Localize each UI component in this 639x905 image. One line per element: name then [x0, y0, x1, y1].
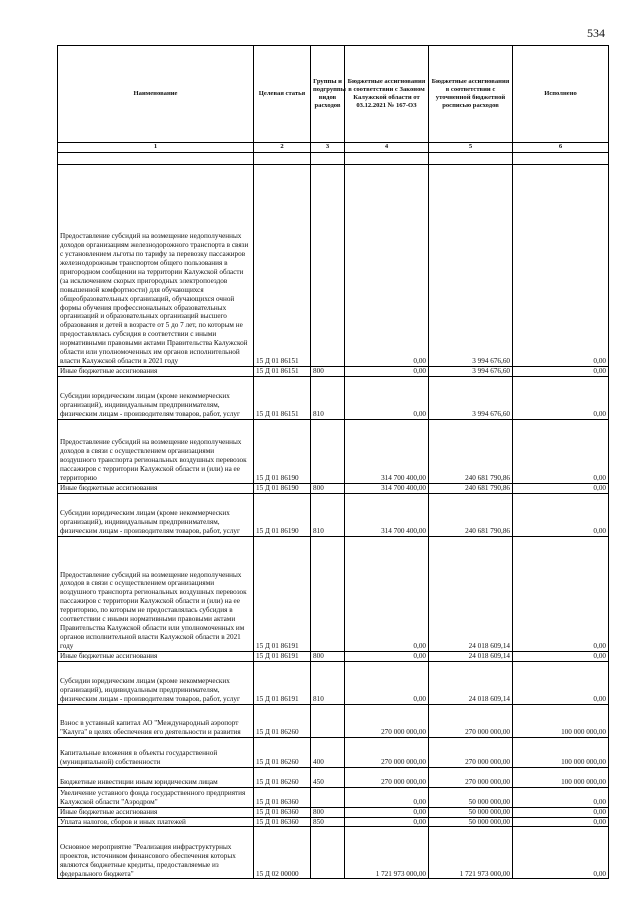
row-done-amount: 100 000 000,00	[513, 737, 609, 767]
row-name: Капитальные вложения в объекты государственной (муниципальной) собственности	[58, 737, 254, 767]
row-group: 810	[311, 376, 345, 419]
header-target: Целевая статья	[254, 46, 311, 143]
row-name: Взнос в уставный капитал АО "Международный аэропорт "Калуга" в целях обеспечения его деятельности и развития	[58, 704, 254, 737]
col-index: 5	[429, 143, 513, 153]
header-group: Группы и подгруппы видов расходов	[311, 46, 345, 143]
row-law-amount: 0,00	[345, 366, 429, 376]
row-name: Предоставление субсидий на возмещение недополученных доходов в связи с осуществлением организациями воздушного транспорта региональных воздушных перевозок пассажиров с территории Калужской области и (или) на ее территорию	[58, 419, 254, 483]
page-number: 534	[587, 26, 605, 40]
spacer-row	[58, 152, 609, 164]
row-refined-amount: 3 994 676,60	[429, 164, 513, 366]
row-law-amount: 314 700 400,00	[345, 493, 429, 536]
row-target: 15 Д 01 86360	[254, 787, 311, 807]
row-law-amount: 314 700 400,00	[345, 483, 429, 493]
row-target: 15 Д 01 86190	[254, 419, 311, 483]
header-law: Бюджетные ассигнования в соответствии с Законом Калужской области от 03.12.2021 № 167-ОЗ	[345, 46, 429, 143]
row-name: Предоставление субсидий на возмещение недополученных доходов организациям железнодорожного транспорта в связи с установлением льготы по тарифу за перевозку пассажиров железнодорожным транспортом общего пользования в пригородном сообщении на территории Калужской области (за исключением скорых пригородных электропоездов повышенной комфортности) для обучающихся общеобразовательных организаций, обучающихся очной формы обучения профессиональных образовательных организаций и образовательных организаций высшего образования и детей в возрасте от 5 до 7 лет, по которым не предоставлялась субсидия в соответствии с иными нормативными правовыми актами Правительства Калужской области или уполномоченных им органов исполнительной власти Калужской области в 2021 году	[58, 164, 254, 366]
row-law-amount: 0,00	[345, 536, 429, 651]
row-done-amount: 100 000 000,00	[513, 704, 609, 737]
row-group: 810	[311, 493, 345, 536]
row-name: Предоставление субсидий на возмещение недополученных доходов в связи с осуществлением организациями воздушного транспорта региональных воздушных перевозок пассажиров с территории Калужской области и (или) на ее территорию, по которым не предоставлялась субсидия в соответствии с иными нормативными правовыми актами Правительства Калужской области или уполномоченных им органов исполнительной власти Калужской области в 2021 году	[58, 536, 254, 651]
row-target: 15 Д 01 86260	[254, 767, 311, 787]
row-law-amount: 270 000 000,00	[345, 704, 429, 737]
col-index: 2	[254, 143, 311, 153]
row-target: 15 Д 01 86360	[254, 807, 311, 817]
row-done-amount: 0,00	[513, 536, 609, 651]
row-group	[311, 827, 345, 879]
row-done-amount: 0,00	[513, 787, 609, 807]
row-group: 450	[311, 767, 345, 787]
row-refined-amount: 240 681 790,86	[429, 483, 513, 493]
row-group	[311, 536, 345, 651]
row-refined-amount: 270 000 000,00	[429, 767, 513, 787]
table-row	[58, 483, 609, 493]
col-index: 6	[513, 143, 609, 153]
row-name: Уплата налогов, сборов и иных платежей	[58, 817, 254, 827]
row-refined-amount: 24 018 609,14	[429, 651, 513, 661]
row-law-amount: 0,00	[345, 164, 429, 366]
row-target: 15 Д 01 86360	[254, 817, 311, 827]
row-law-amount: 1 721 973 000,00	[345, 827, 429, 879]
col-index: 3	[311, 143, 345, 153]
row-law-amount: 270 000 000,00	[345, 737, 429, 767]
row-group	[311, 419, 345, 483]
row-target: 15 Д 01 86151	[254, 366, 311, 376]
col-index: 1	[58, 143, 254, 153]
row-name: Субсидии юридическим лицам (кроме некоммерческих организаций), индивидуальным предпринимателям, физическим лицам - производителям товаров, работ, услуг	[58, 661, 254, 704]
budget-table	[57, 45, 609, 879]
row-done-amount: 0,00	[513, 366, 609, 376]
row-done-amount: 0,00	[513, 376, 609, 419]
col-index: 4	[345, 143, 429, 153]
table-row	[58, 536, 609, 651]
row-group	[311, 704, 345, 737]
row-law-amount: 0,00	[345, 807, 429, 817]
row-refined-amount: 270 000 000,00	[429, 704, 513, 737]
table-row	[58, 787, 609, 807]
row-name: Иные бюджетные ассигнования	[58, 483, 254, 493]
row-target: 15 Д 01 86151	[254, 164, 311, 366]
table-row	[58, 164, 609, 366]
table-row	[58, 651, 609, 661]
table-row	[58, 737, 609, 767]
row-done-amount: 0,00	[513, 419, 609, 483]
row-target: 15 Д 02 00000	[254, 827, 311, 879]
table-row	[58, 661, 609, 704]
row-done-amount: 0,00	[513, 661, 609, 704]
row-group: 850	[311, 817, 345, 827]
row-group: 810	[311, 661, 345, 704]
table-row	[58, 704, 609, 737]
row-group	[311, 164, 345, 366]
table-row	[58, 817, 609, 827]
row-target: 15 Д 01 86260	[254, 737, 311, 767]
row-target: 15 Д 01 86191	[254, 651, 311, 661]
row-done-amount: 0,00	[513, 827, 609, 879]
row-done-amount: 0,00	[513, 651, 609, 661]
row-refined-amount: 24 018 609,14	[429, 661, 513, 704]
table-row	[58, 376, 609, 419]
table-row	[58, 767, 609, 787]
row-name: Основное мероприятие "Реализация инфраструктурных проектов, источником финансового обеспечения которых являются бюджетные кредиты, предоставляемые из федерального бюджета"	[58, 827, 254, 879]
row-target: 15 Д 01 86151	[254, 376, 311, 419]
column-index-row	[58, 143, 609, 153]
row-law-amount: 0,00	[345, 651, 429, 661]
row-law-amount: 314 700 400,00	[345, 419, 429, 483]
row-target: 15 Д 01 86191	[254, 536, 311, 651]
row-law-amount: 0,00	[345, 661, 429, 704]
table-row	[58, 493, 609, 536]
row-group	[311, 787, 345, 807]
row-name: Субсидии юридическим лицам (кроме некоммерческих организаций), индивидуальным предпринимателям, физическим лицам - производителям товаров, работ, услуг	[58, 493, 254, 536]
row-law-amount: 0,00	[345, 376, 429, 419]
row-refined-amount: 270 000 000,00	[429, 737, 513, 767]
header-name: Наименование	[58, 46, 254, 143]
row-group: 800	[311, 483, 345, 493]
row-refined-amount: 1 721 973 000,00	[429, 827, 513, 879]
table-row	[58, 807, 609, 817]
row-target: 15 Д 01 86260	[254, 704, 311, 737]
row-refined-amount: 50 000 000,00	[429, 807, 513, 817]
row-refined-amount: 240 681 790,86	[429, 419, 513, 483]
row-refined-amount: 50 000 000,00	[429, 817, 513, 827]
row-law-amount: 0,00	[345, 817, 429, 827]
row-target: 15 Д 01 86190	[254, 493, 311, 536]
row-group: 800	[311, 807, 345, 817]
row-done-amount: 100 000 000,00	[513, 767, 609, 787]
header-row	[58, 46, 609, 143]
table-row	[58, 366, 609, 376]
header-done: Исполнено	[513, 46, 609, 143]
row-group: 400	[311, 737, 345, 767]
row-law-amount: 0,00	[345, 787, 429, 807]
row-done-amount: 0,00	[513, 817, 609, 827]
row-group: 800	[311, 366, 345, 376]
row-refined-amount: 24 018 609,14	[429, 536, 513, 651]
row-done-amount: 0,00	[513, 164, 609, 366]
row-name: Субсидии юридическим лицам (кроме некоммерческих организаций), индивидуальным предпринимателям, физическим лицам - производителям товаров, работ, услуг	[58, 376, 254, 419]
row-name: Иные бюджетные ассигнования	[58, 807, 254, 817]
row-name: Иные бюджетные ассигнования	[58, 366, 254, 376]
row-name: Иные бюджетные ассигнования	[58, 651, 254, 661]
row-name: Увеличение уставного фонда государственного предприятия Калужской области "Аэродром"	[58, 787, 254, 807]
row-done-amount: 0,00	[513, 493, 609, 536]
row-refined-amount: 3 994 676,60	[429, 376, 513, 419]
row-refined-amount: 3 994 676,60	[429, 366, 513, 376]
row-law-amount: 270 000 000,00	[345, 767, 429, 787]
table-row	[58, 419, 609, 483]
row-name: Бюджетные инвестиции иным юридическим лицам	[58, 767, 254, 787]
header-refined: Бюджетные ассигнования в соответствии с уточненной бюджетной росписью расходов	[429, 46, 513, 143]
table-row	[58, 827, 609, 879]
row-done-amount: 0,00	[513, 807, 609, 817]
row-target: 15 Д 01 86191	[254, 661, 311, 704]
row-refined-amount: 50 000 000,00	[429, 787, 513, 807]
row-target: 15 Д 01 86190	[254, 483, 311, 493]
row-done-amount: 0,00	[513, 483, 609, 493]
row-group: 800	[311, 651, 345, 661]
row-refined-amount: 240 681 790,86	[429, 493, 513, 536]
